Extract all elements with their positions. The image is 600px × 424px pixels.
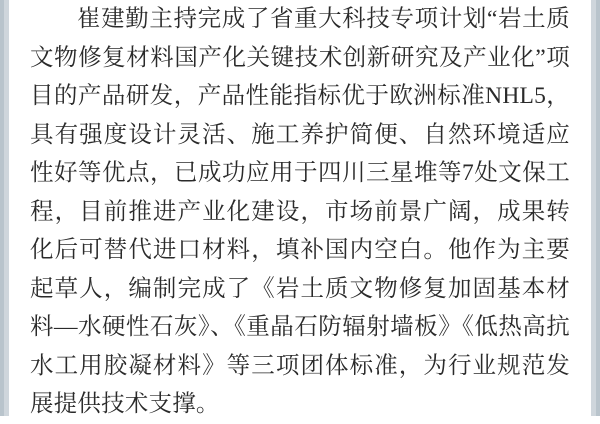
document-content [30,0,570,416]
right-accent-bar [591,0,600,416]
left-accent-bar-inner [0,0,4,416]
left-accent-bar [0,0,9,416]
right-accent-bar-inner [596,0,600,416]
body-paragraph: 崔建勤主持完成了省重大科技专项计划“岩土质文物修复材料国产化关键技术创新研究及产业化”项目的产品研发，产品性能指标优于欧洲标准NHL5，具有强度设计灵活、施工养护简便、自然环境适应性好等优点，已成功应用于四川三星堆等7处文保工程，目前推进产业化建设，市场前景广阔，成果转化后可替代进口材料，填补国内空白。他作为主要起草人，编制完成了《岩土质文物修复加固基本材料—水硬性石灰》、《重晶石防辐射墙板》《低热高抗水工用胶凝材料》等三项团体标准，为行业规范发展提供技术支撑。 [30,6,570,417]
